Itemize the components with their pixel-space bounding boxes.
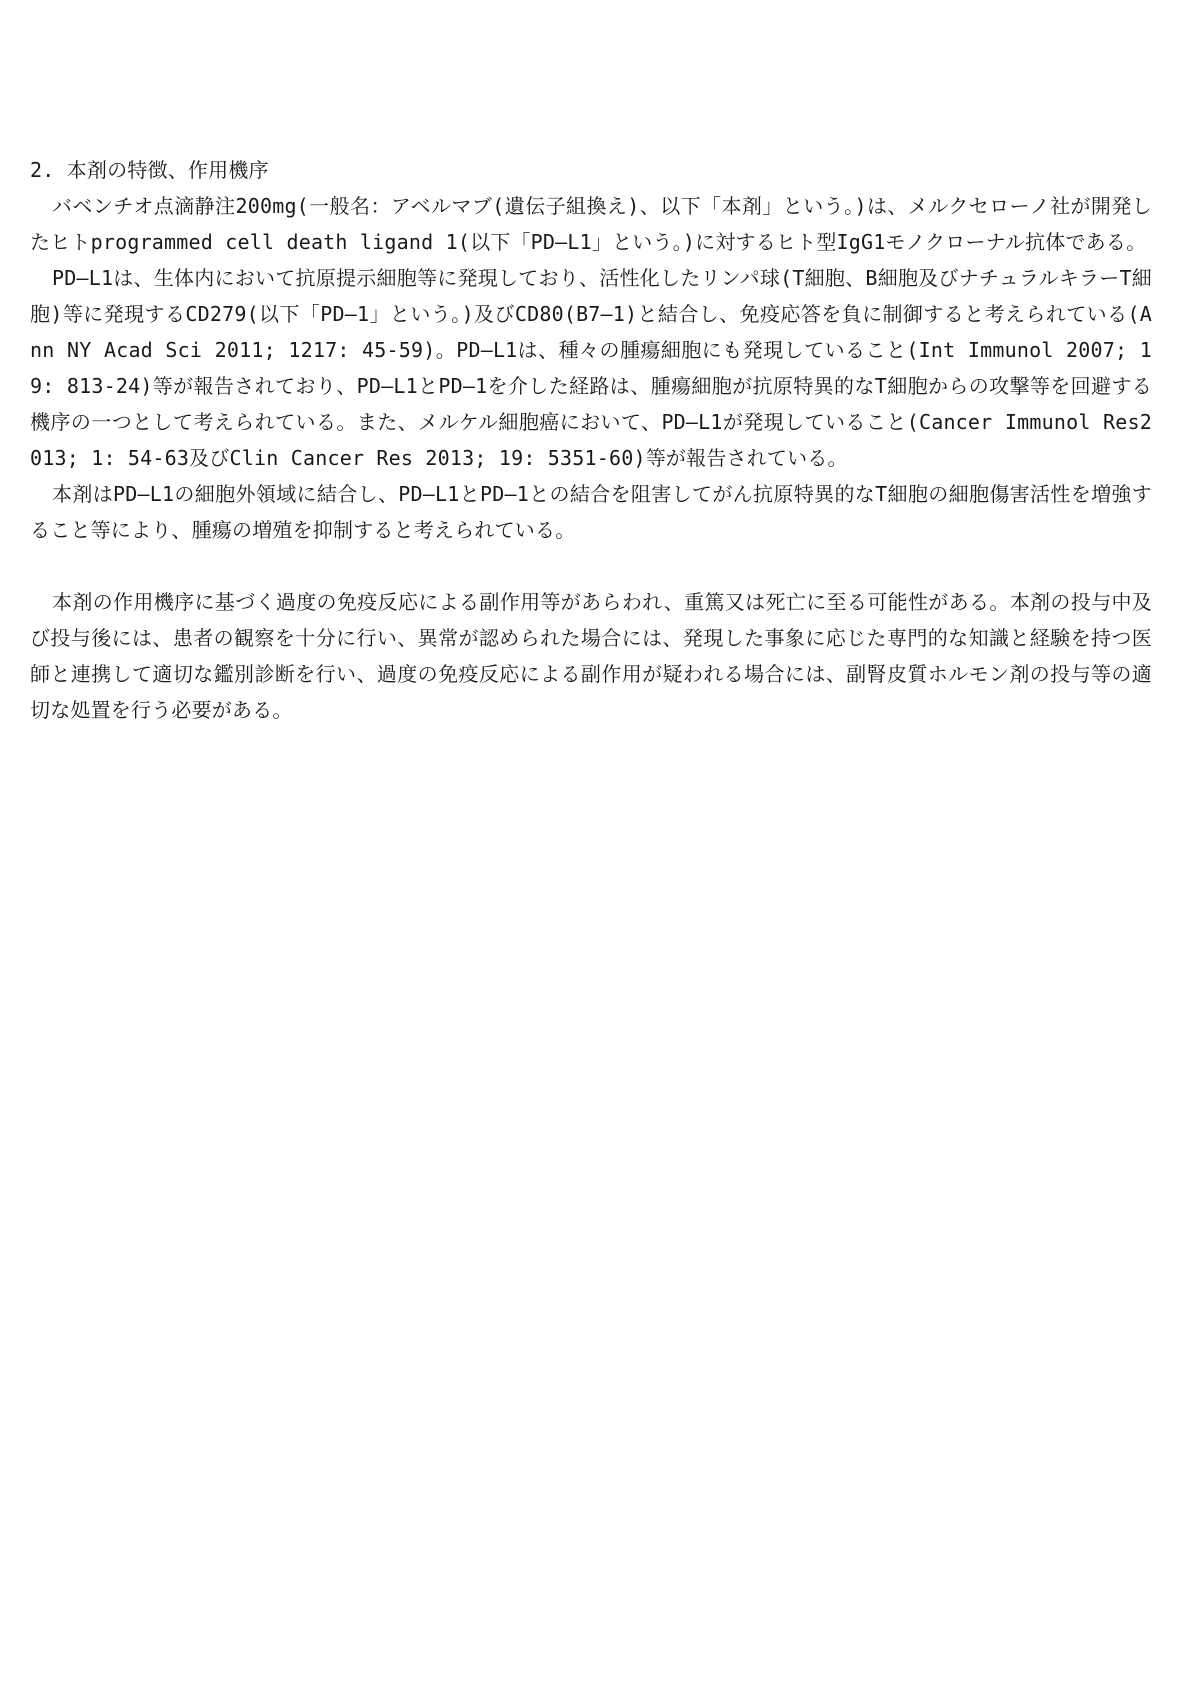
paragraph-overview: バベンチオ点滴静注200mg(一般名：アベルマブ(遺伝子組換え)、以下「本剤」という。)は、メルクセローノ社が開発したヒトprogrammed cell death ligand 1(以下「PD―L1」という。)に対するヒト型IgG1モノクローナル抗体である。 (30, 194, 1152, 254)
document-body (30, 152, 1152, 728)
section-heading: 2. 本剤の特徴、作用機序 (30, 158, 269, 182)
paragraph-safety-warning: 本剤の作用機序に基づく過度の免疫反応による副作用等があらわれ、重篤又は死亡に至る可能性がある。本剤の投与中及び投与後には、患者の観察を十分に行い、異常が認められた場合には、発現した事象に応じた専門的な知識と経験を持つ医師と連携して適切な鑑別診断を行い、過度の免疫反応による副作用が疑われる場合には、副腎皮質ホルモン剤の投与等の適切な処置を行う必要がある。 (30, 590, 1152, 722)
paragraph-spacer (30, 548, 1152, 584)
paragraph-pd-l1-mechanism: PD―L1は、生体内において抗原提示細胞等に発現しており、活性化したリンパ球(T細胞、B細胞及びナチュラルキラーT細胞)等に発現するCD279(以下「PD―1」という。)及びCD80(B7―1)と結合し、免疫応答を負に制御すると考えられている(Ann NY Acad Sci 2011; 1217: 45-59)。PD―L1は、種々の腫瘍細胞にも発現していること(Int Immunol 2007; 19: 813-24)等が報告されており、PD―L1とPD―1を介した経路は、腫瘍細胞が抗原特異的なT細胞からの攻撃等を回避する機序の一つとして考えられている。また、メルケル細胞癌において、PD―L1が発現していること(Cancer Immunol Res2013; 1: 54-63及びClin Cancer Res 2013; 19: 5351-60)等が報告されている。 (30, 266, 1152, 470)
paragraph-drug-action: 本剤はPD―L1の細胞外領域に結合し、PD―L1とPD―1との結合を阻害してがん抗原特異的なT細胞の細胞傷害活性を増強すること等により、腫瘍の増殖を抑制すると考えられている。 (30, 482, 1152, 542)
